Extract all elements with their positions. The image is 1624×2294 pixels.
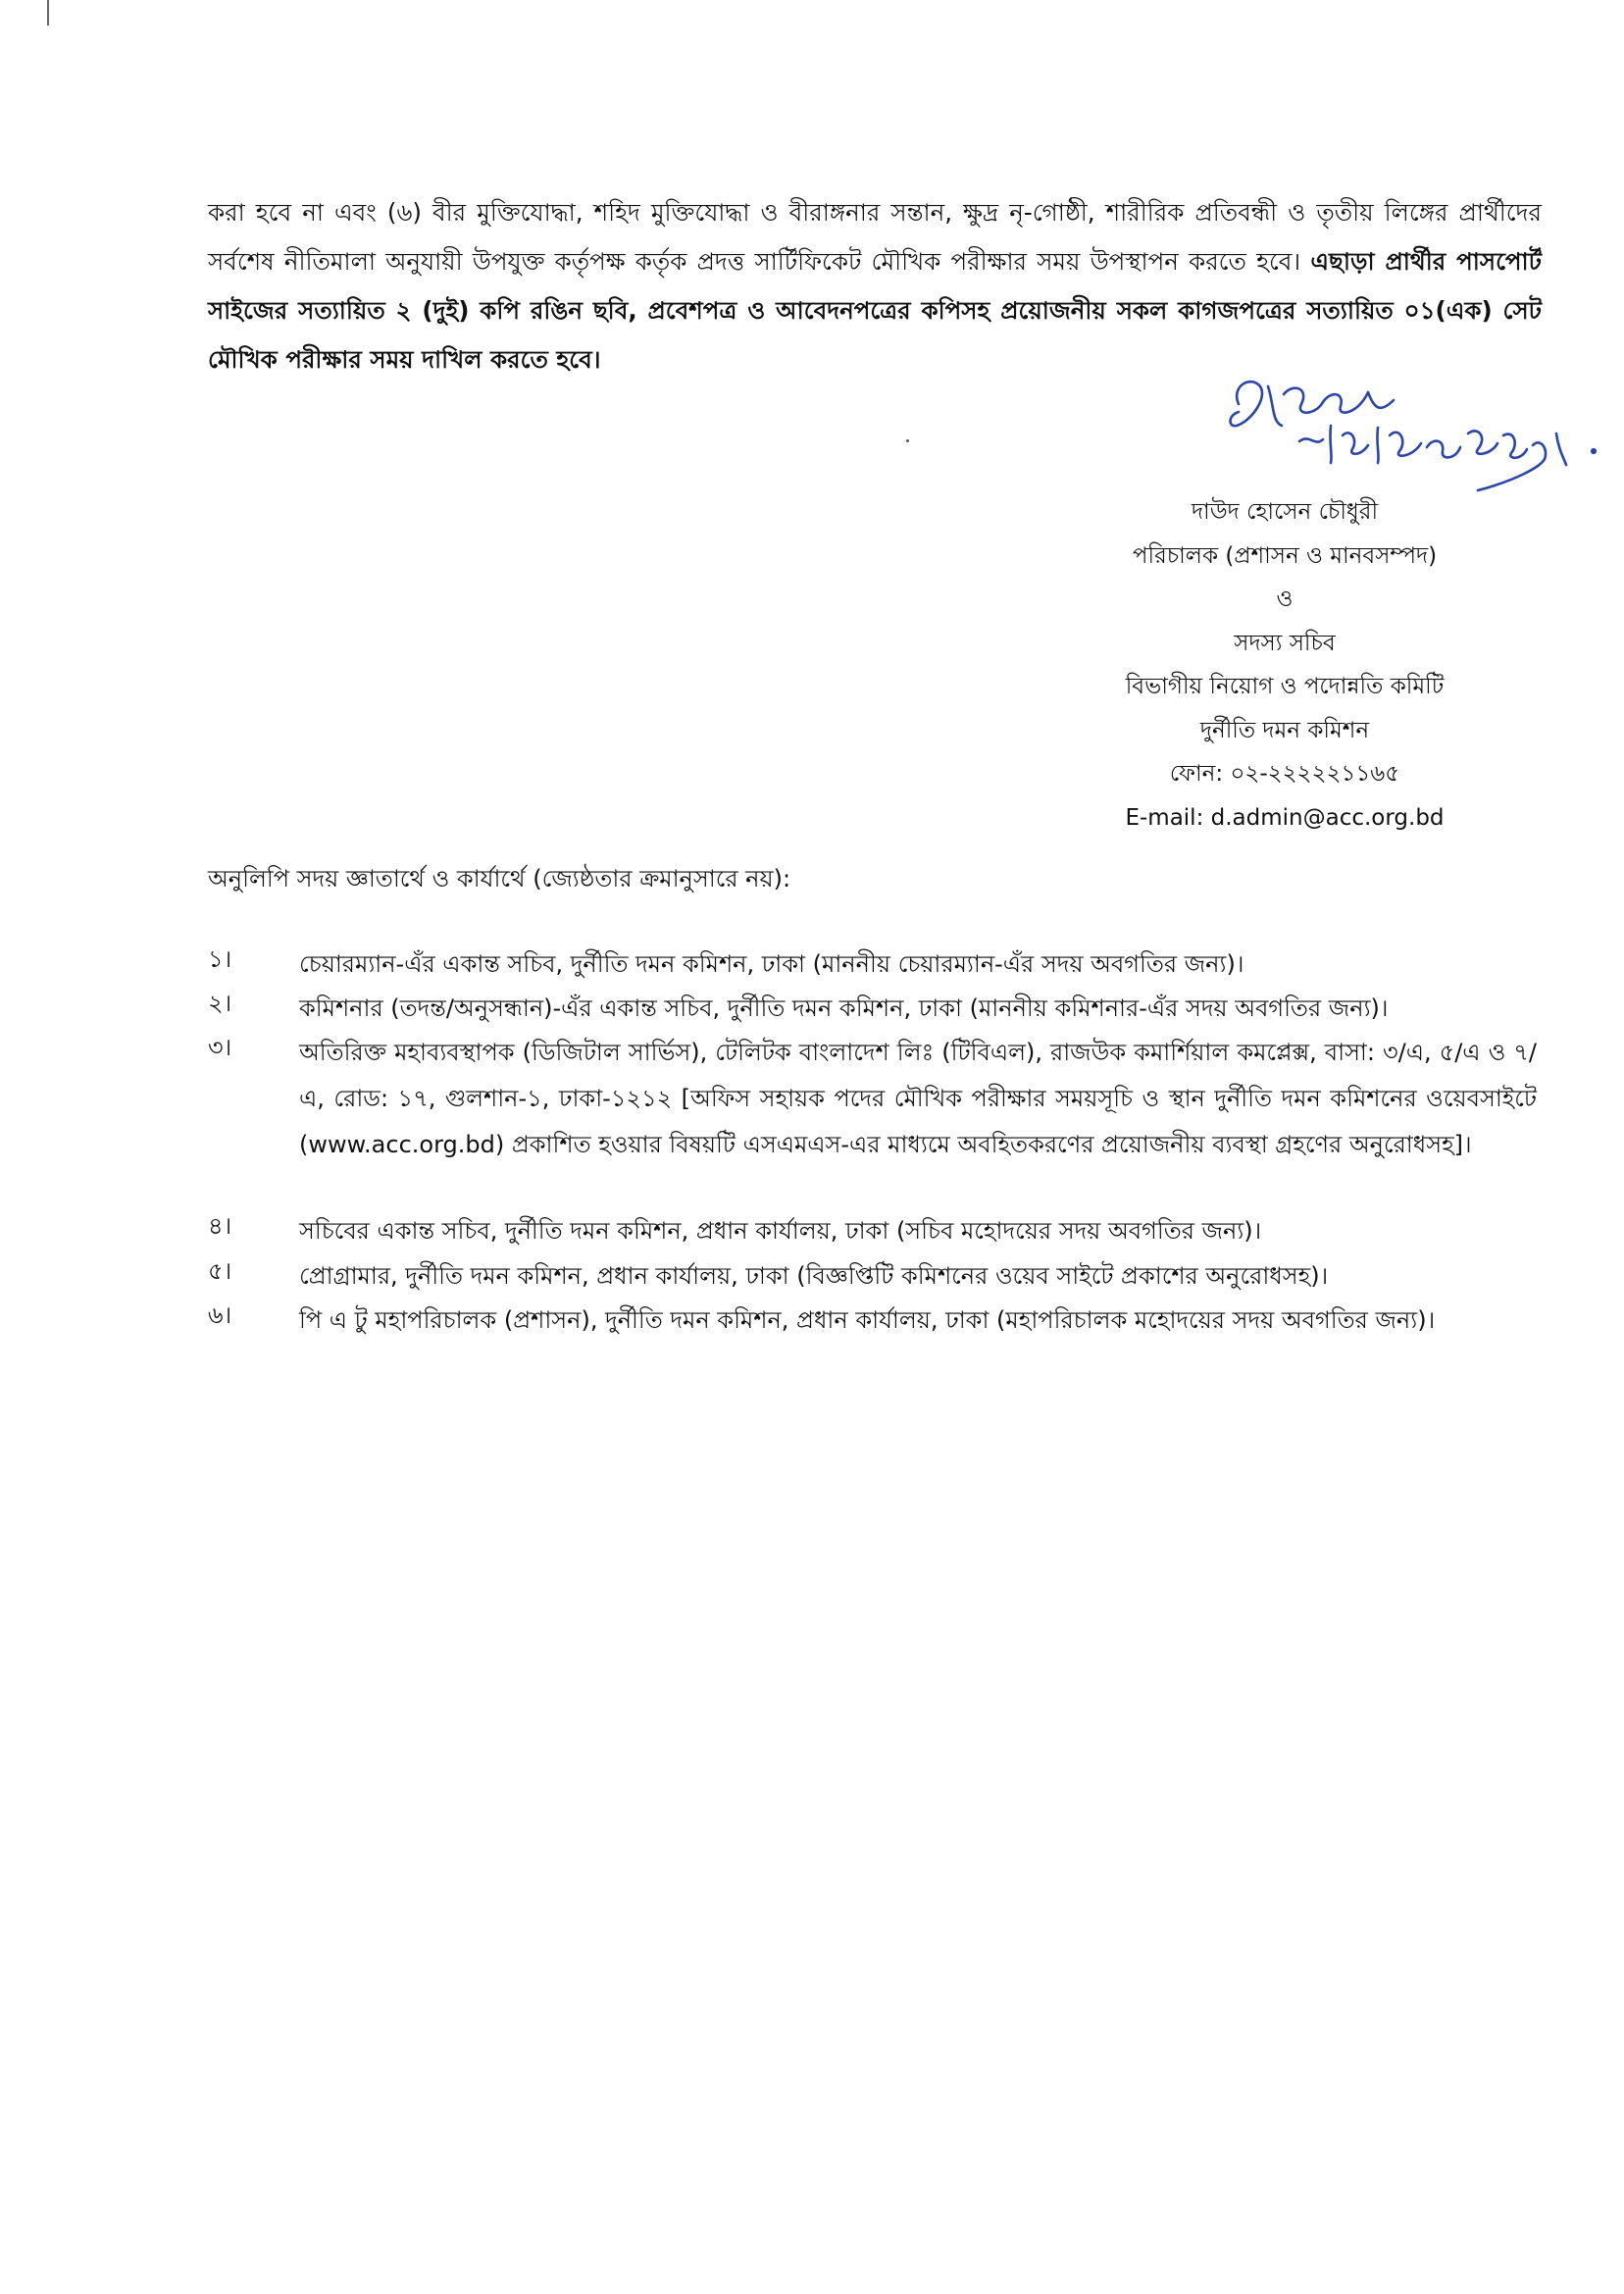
signatory-block [1040,490,1530,840]
list-item-text: চেয়ারম্যান-এঁর একান্ত সচিব, দুর্নীতি দমন কমিশন, ঢাকা (মাননীয় চেয়ারম্যান-এঁর সদয় অবগতির জন্য)। [299,950,1244,978]
list-item-text: প্রোগ্রামার, দুর্নীতি দমন কমিশন, প্রধান কার্যালয়, ঢাকা (বিজ্ঞপ্তিটি কমিশনের ওয়েব সাইটে প্রকাশের অনুরোধসহ)। [299,1262,1329,1290]
list-item-text: অতিরিক্ত মহাব্যবস্থাপক (ডিজিটাল সার্ভিস), টেলিটক বাংলাদেশ লিঃ (টিবিএল), রাজউক কমার্শিয়াল কমপ্লেক্স, বাসা: ৩/এ, ৫/এ ও ৭/এ, রোড: ১৭, গুলশান-১, ঢাকা-১২১২ [অফিস সহায়ক পদের মৌখিক পরীক্ষার সময়সূচি ও স্থান দুর্নীতি দমন কমিশনের ওয়েবসাইটে (www.acc.org.bd) প্রকাশিত হওয়ার বিষয়টি এসএমএস-এর মাধ্যমে অবহিতকরণের প্রয়োজনীয় ব্যবস্থা গ্রহণের অনুরোধসহ]। [299,1039,1537,1158]
list-item-text: পি এ টু মহাপরিচালক (প্রশাসন), দুর্নীতি দমন কমিশন, প্রধান কার্যালয়, ঢাকা (মহাপরিচালক মহোদয়ের সদয় অবগতির জন্য)। [299,1306,1436,1334]
list-item-number: ৬। [208,1301,232,1329]
signatory-name: দাউদ হোসেন চৌধুরী [1191,499,1379,525]
body-paragraph [208,188,1542,384]
scan-speck [906,439,909,442]
signatory-committee: বিভাগীয় নিয়োগ ও পদোন্নতি কমিটি [1125,674,1445,699]
list-item-number: ২। [208,990,232,1017]
list-item-number: ৫। [208,1257,232,1285]
signatory-organization: দুর্নীতি দমন কমিশন [1199,717,1370,743]
signatory-email: E-mail: d.admin@acc.org.bd [1125,804,1445,831]
list-item-text: কমিশনার (তদন্ত/অনুসন্ধান)-এঁর একান্ত সচিব, দুর্নীতি দমন কমিশন, ঢাকা (মাননীয় কমিশনার-এঁর সদয় অবগতির জন্য)। [299,994,1389,1022]
list-item-number: ৪। [208,1212,232,1240]
signatory-role: সদস্য সচিব [1234,630,1336,656]
signatory-title: পরিচালক (প্রশাসন ও মানবসম্পদ) [1132,542,1438,569]
list-item-number: ৩। [208,1034,232,1061]
list-item-text: সচিবের একান্ত সচিব, দুর্নীতি দমন কমিশন, প্রধান কার্যালয়, ঢাকা (সচিব মহোদয়ের সদয় অবগতির জন্য)। [299,1217,1262,1245]
paragraph-bold-text: এছাড়া প্রার্থীর পাসপোর্ট সাইজের সত্যায়িত ২ (দুই) কপি রঙিন ছবি, প্রবেশপত্র ও আবেদনপত্রের কপিসহ প্রয়োজনীয় সকল কাগজপত্রের সত্যায়িত ০১(এক) সেট মৌখিক পরীক্ষার সময় দাখিল করতে হবে। [208,247,1542,374]
signatory-phone: ফোন: ০২-২২২২২১১৬৫ [1169,761,1400,787]
paragraph-normal-text: করা হবে না এবং (৬) বীর মুক্তিযোদ্ধা, শহিদ মুক্তিযোদ্ধা ও বীরাঙ্গনার সন্তান, ক্ষুদ্র নৃ-গোষ্ঠী, শারীরিক প্রতিবন্ধী ও তৃতীয় লিঙ্গের প্রার্থীদের সর্বশেষ নীতিমালা অনুযায়ী উপযুক্ত কর্তৃপক্ষ কর্তৃক প্রদত্ত সার্টিফিকেট মৌখিক পরীক্ষার সময় উপস্থাপন করতে হবে। [208,198,1542,276]
signatory-conjunction: ও [1276,586,1294,612]
scan-edge-mark [47,0,49,25]
copy-list-heading: অনুলিপি সদয় জ্ঞাতার্থে ও কার্যার্থে (জ্যেষ্ঠতার ক্রমানুসারে নয়): [208,865,791,892]
list-item-number: ১। [208,945,232,973]
